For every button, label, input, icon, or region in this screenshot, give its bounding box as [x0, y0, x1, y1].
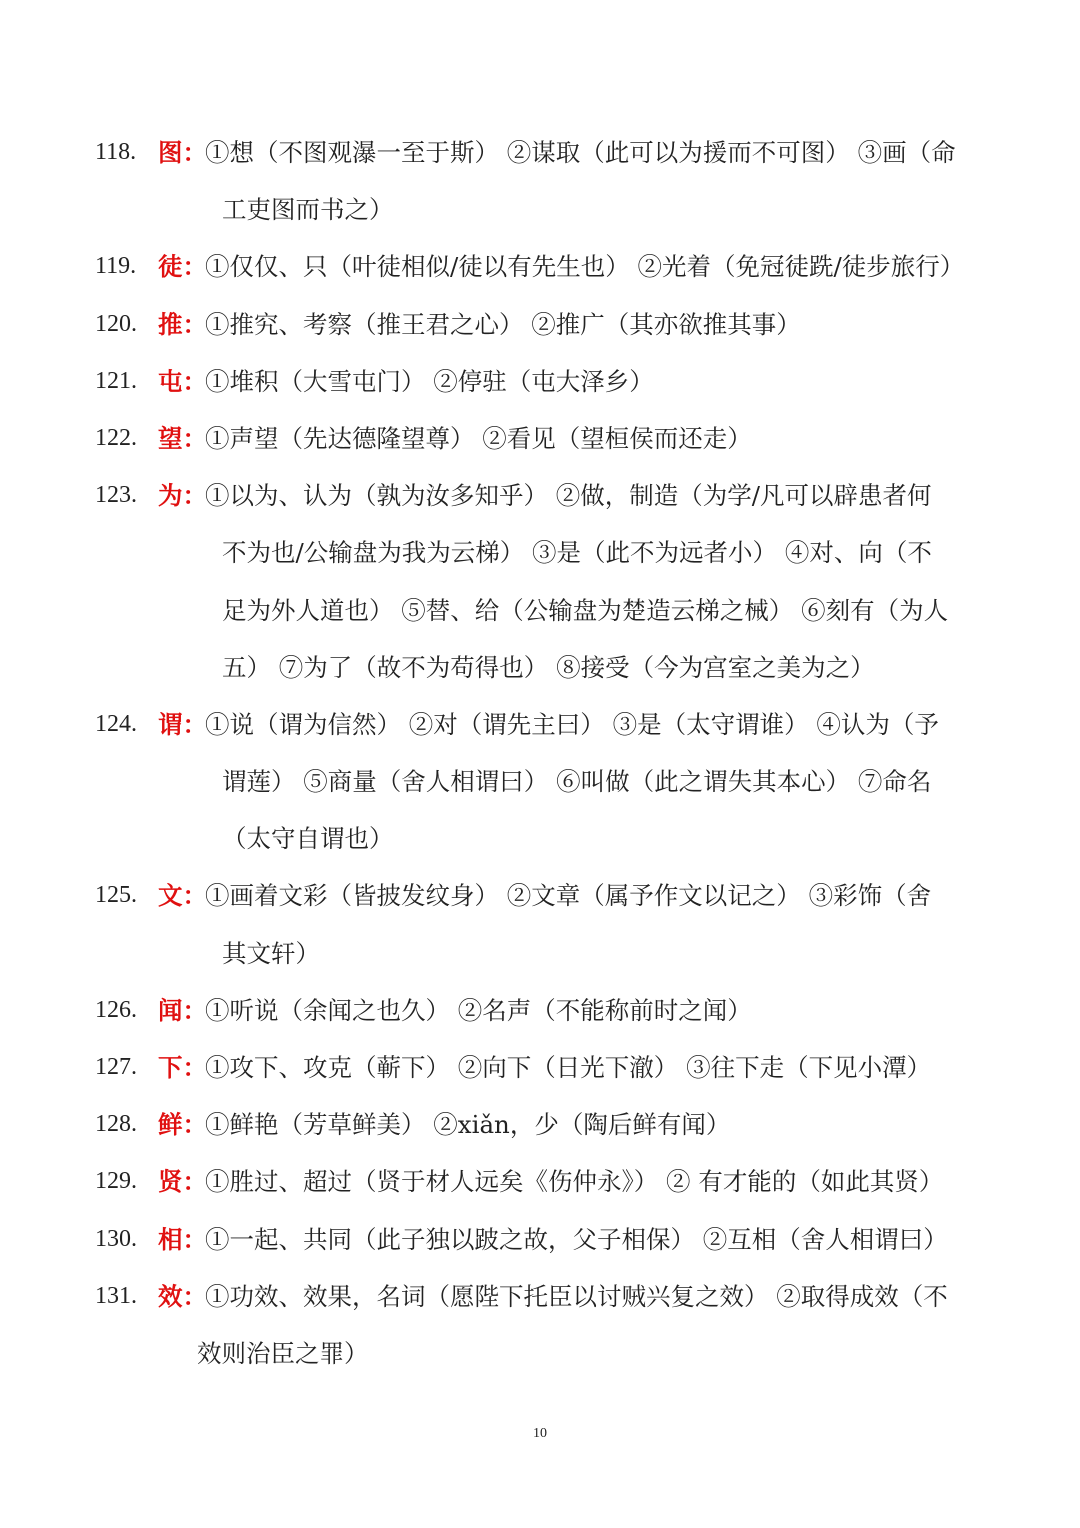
definition-text: ①画着文彩（皆披发纹身） ②文章（属予作文以记之） ③彩饰（舍 [205, 881, 932, 911]
definition-entry [0, 1153, 1080, 1210]
document-body [0, 124, 1080, 1382]
entry-number: 118. [95, 139, 137, 165]
definition-entry [0, 410, 1080, 467]
entry-number: 119. [95, 253, 137, 280]
entry-continuation-line [0, 524, 1080, 581]
definition-entry [0, 124, 1080, 238]
entry-number: 120. [95, 310, 137, 337]
definition-text: ①听说（余闻之也久） ②名声（不能称前时之闻） [205, 995, 752, 1025]
definition-text: 工吏图而书之） [222, 195, 394, 225]
entry-continuation-line [0, 639, 1080, 696]
definition-text: （太守自谓也） [222, 824, 394, 854]
entry-first-line [0, 867, 1080, 924]
headword: 徒： [158, 252, 207, 282]
entry-first-line [0, 1268, 1080, 1325]
entry-number: 122. [95, 424, 137, 451]
headword: 贤： [158, 1167, 207, 1197]
definition-entry [0, 1096, 1080, 1153]
definition-text: ①推究、考察（推王君之心） ②推广（其亦欲推其事） [205, 309, 801, 339]
definition-entry [0, 1268, 1080, 1382]
definition-text: ①以为、认为（孰为汝多知乎） ②做，制造（为学/凡可以辟患者何 [205, 481, 932, 511]
entry-first-line [0, 467, 1080, 524]
definition-entry [0, 296, 1080, 353]
entry-first-line [0, 1096, 1080, 1153]
entry-number: 130. [95, 1225, 137, 1252]
headword: 图： [158, 138, 207, 167]
definition-entry [0, 238, 1080, 295]
entry-number: 129. [95, 1168, 137, 1195]
definition-text: 谓莲） ⑤商量（舍人相谓曰） ⑥叫做（此之谓失其本心） ⑦命名 [222, 767, 932, 797]
definition-text: ①声望（先达德隆望尊） ②看见（望桓侯而还走） [205, 423, 752, 453]
entry-continuation-line [0, 753, 1080, 810]
headword: 闻： [158, 995, 207, 1025]
entry-continuation-line [0, 1325, 1080, 1382]
entry-continuation-line [0, 810, 1080, 867]
entry-continuation-line [0, 181, 1080, 238]
definition-entry [0, 1039, 1080, 1096]
definition-entry [0, 467, 1080, 696]
headword: 相： [158, 1224, 207, 1254]
definition-text: ①一起、共同（此子独以跛之故，父子相保） ②互相（舍人相谓曰） [205, 1224, 948, 1254]
entry-number: 127. [95, 1054, 137, 1080]
entry-continuation-line [0, 582, 1080, 639]
entry-first-line [0, 124, 1080, 181]
entry-number: 123. [95, 482, 137, 509]
headword: 鲜： [158, 1110, 207, 1140]
definition-text: ①功效、效果，名词（愿陛下托臣以讨贼兴复之效） ②取得成效（不 [205, 1281, 948, 1311]
entry-first-line [0, 410, 1080, 467]
entry-first-line [0, 696, 1080, 753]
entry-first-line [0, 238, 1080, 295]
headword: 推： [158, 309, 207, 339]
entry-number: 124. [95, 710, 137, 737]
headword: 文： [158, 881, 207, 911]
entry-first-line [0, 982, 1080, 1039]
entry-first-line [0, 1153, 1080, 1210]
definition-text: ①鲜艳（芳草鲜美） ②xiǎn，少（陶后鲜有闻） [205, 1110, 731, 1140]
entry-first-line [0, 1039, 1080, 1096]
entry-number: 125. [95, 882, 137, 909]
definition-entry [0, 982, 1080, 1039]
definition-text: ①说（谓为信然） ②对（谓先主曰） ③是（太守谓谁） ④认为（予 [205, 709, 939, 739]
definition-text: 其文轩） [222, 938, 320, 968]
definition-text: ①堆积（大雪屯门） ②停驻（屯大泽乡） [205, 366, 654, 396]
entry-first-line [0, 353, 1080, 410]
definition-text: 不为也/公输盘为我为云梯） ③是（此不为远者小） ④对、向（不 [222, 538, 932, 568]
definition-text: ①攻下、攻克（蕲下） ②向下（日光下澈） ③往下走（下见小潭） [205, 1053, 932, 1082]
definition-entry [0, 867, 1080, 981]
definition-text: 五） ⑦为了（故不为苟得也） ⑧接受（今为宫室之美为之） [222, 652, 875, 682]
definition-entry [0, 1211, 1080, 1268]
definition-entry [0, 696, 1080, 868]
definition-text: ①胜过、超过（贤于材人远矣《伤仲永》） ② 有才能的（如此其贤） [205, 1167, 944, 1197]
headword: 望： [158, 423, 207, 453]
entry-continuation-line [0, 925, 1080, 982]
headword: 为： [158, 481, 207, 511]
headword: 下： [158, 1053, 207, 1082]
entry-number: 126. [95, 996, 137, 1023]
entry-number: 131. [95, 1282, 137, 1309]
entry-number: 128. [95, 1111, 137, 1138]
definition-entry [0, 353, 1080, 410]
headword: 谓： [158, 709, 207, 739]
entry-first-line [0, 1211, 1080, 1268]
entry-number: 121. [95, 367, 137, 394]
definition-text: ①想（不图观瀑一至于斯） ②谋取（此可以为援而不可图） ③画（命 [205, 138, 956, 167]
page-number: 10 [533, 1426, 547, 1441]
definition-text: 足为外人道也） ⑤替、给（公输盘为楚造云梯之械） ⑥刻有（为人 [222, 595, 949, 625]
entry-first-line [0, 296, 1080, 353]
definition-text: 效则治臣之罪） [197, 1338, 369, 1368]
headword: 屯： [158, 366, 207, 396]
headword: 效： [158, 1281, 207, 1311]
definition-text: ①仅仅、只（叶徒相似/徒以有先生也） ②光着（免冠徒跣/徒步旅行） [205, 252, 965, 282]
